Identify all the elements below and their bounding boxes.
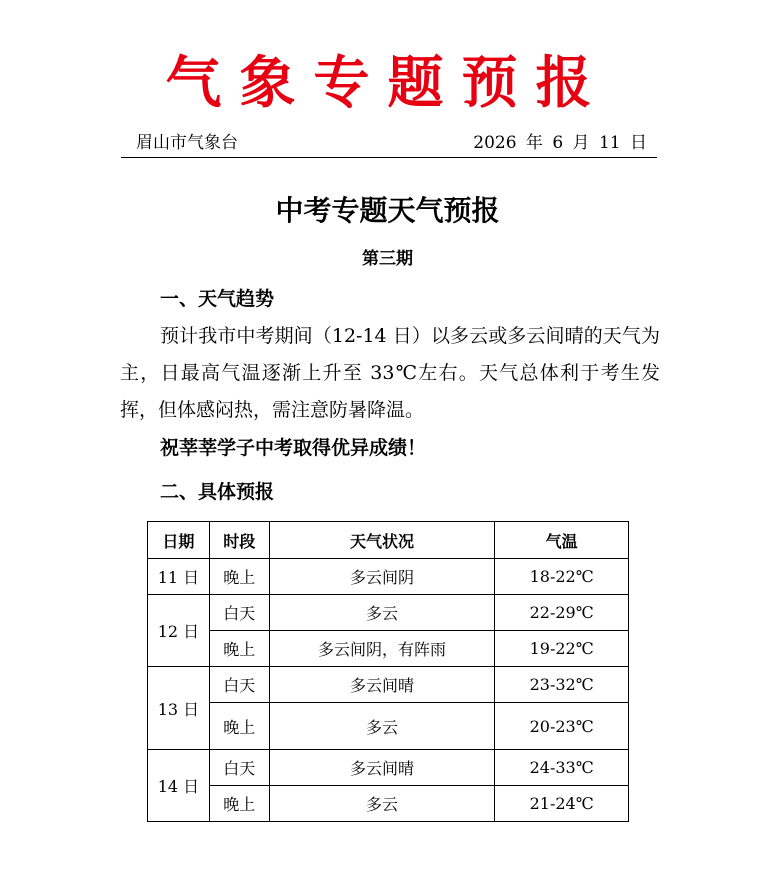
table-row	[148, 595, 629, 631]
weather-cell: 多云	[269, 595, 494, 631]
table-row	[148, 559, 629, 595]
table-row	[148, 631, 629, 667]
period-cell: 晚上	[209, 703, 269, 750]
column-header-temp: 气温	[495, 522, 629, 559]
trend-paragraph: 预计我市中考期间（12-14 日）以多云或多云间晴的天气为主，日最高气温逐渐上升至 33℃左右。天气总体利于考生发挥，但体感闷热，需注意防暑降温。	[120, 325, 660, 421]
temp-cell: 20-23℃	[495, 703, 629, 750]
masthead-title: 气象专题预报	[165, 51, 610, 116]
date-cell: 14 日	[148, 750, 210, 822]
weather-cell: 多云	[269, 703, 494, 750]
period-cell: 白天	[209, 595, 269, 631]
table-row	[148, 786, 629, 822]
temp-cell: 24-33℃	[495, 750, 629, 786]
temp-cell: 18-22℃	[495, 559, 629, 595]
document-title: 中考专题天气预报	[275, 194, 500, 227]
header-divider	[121, 157, 657, 158]
issue-date: 2026 年 6 月 11 日	[473, 133, 647, 153]
period-cell: 晚上	[209, 786, 269, 822]
date-cell: 13 日	[148, 667, 210, 750]
period-cell: 白天	[209, 750, 269, 786]
section-heading-trend: 一、天气趋势	[160, 288, 275, 310]
column-header-weather: 天气状况	[269, 522, 494, 559]
temp-cell: 22-29℃	[495, 595, 629, 631]
column-header-date: 日期	[148, 522, 210, 559]
weather-cell: 多云间晴	[269, 667, 494, 703]
weather-cell: 多云	[269, 786, 494, 822]
period-cell: 白天	[209, 667, 269, 703]
wish-line: 祝莘莘学子中考取得优异成绩！	[160, 437, 427, 459]
table-header-row	[148, 522, 629, 559]
period-cell: 晚上	[209, 631, 269, 667]
weather-cell: 多云间阴，有阵雨	[269, 631, 494, 667]
issue-number: 第三期	[362, 249, 413, 269]
section-heading-forecast: 二、具体预报	[160, 481, 275, 503]
issuer-name: 眉山市气象台	[136, 133, 238, 153]
temp-cell: 21-24℃	[495, 786, 629, 822]
date-cell: 12 日	[148, 595, 210, 667]
forecast-table	[147, 521, 629, 822]
temp-cell: 19-22℃	[495, 631, 629, 667]
weather-cell: 多云间晴	[269, 750, 494, 786]
table-row	[148, 667, 629, 703]
table-row	[148, 703, 629, 750]
table-row	[148, 750, 629, 786]
column-header-period: 时段	[209, 522, 269, 559]
date-cell: 11 日	[148, 559, 210, 595]
temp-cell: 23-32℃	[495, 667, 629, 703]
period-cell: 晚上	[209, 559, 269, 595]
weather-cell: 多云间阴	[269, 559, 494, 595]
